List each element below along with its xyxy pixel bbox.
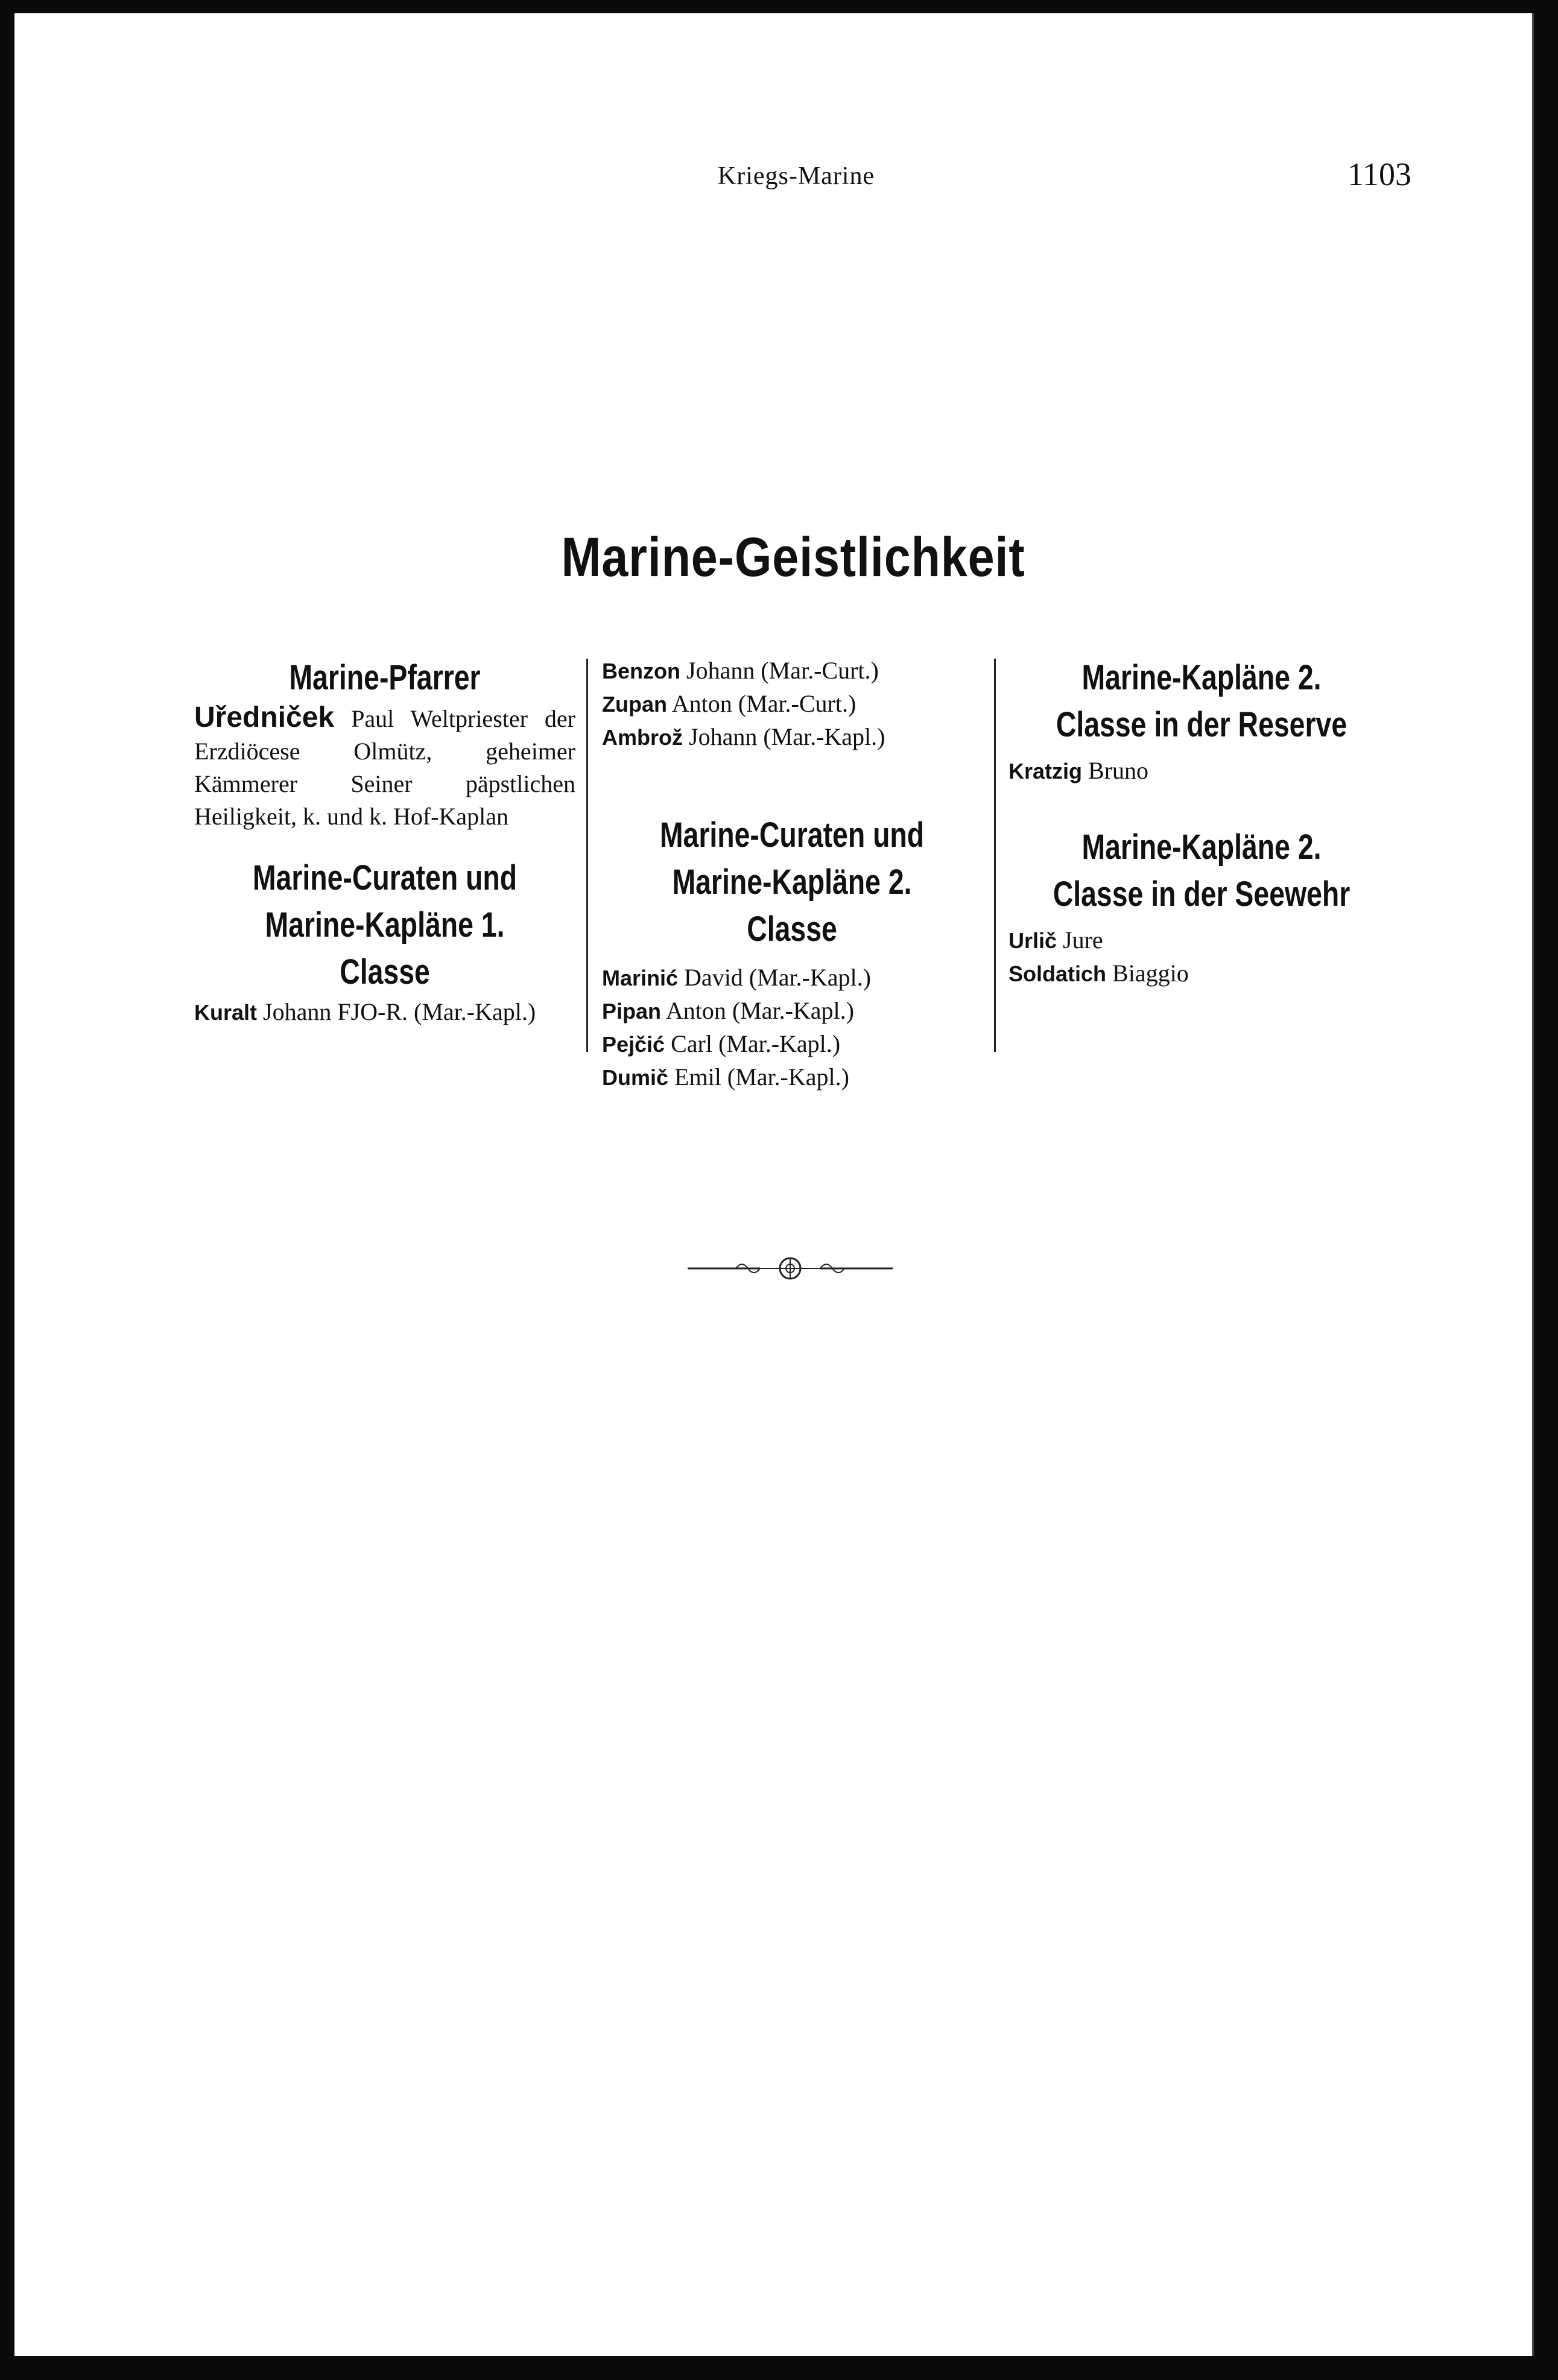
section-heading: Marine-Kapläne 2. Classe in der Reserve: [1056, 658, 1347, 744]
entry-name: Pejčić: [602, 1032, 665, 1057]
entry-text: Bruno: [1088, 757, 1149, 784]
list-item: [602, 654, 982, 688]
scan-border-right: [1534, 0, 1558, 2380]
section-heading: Marine-Curaten und Marine-Kapläne 2. Classe: [659, 815, 925, 949]
entry-name: Urlič: [1009, 928, 1057, 953]
list-item: [602, 995, 982, 1028]
column-right: [1009, 654, 1395, 990]
entry-text: Jure: [1063, 926, 1103, 954]
entry-name: Benzon: [602, 659, 680, 683]
entry-name: Pipan: [602, 999, 662, 1024]
list-item: [194, 996, 575, 1029]
entry-text: Emil (Mar.-Kapl.): [674, 1063, 849, 1090]
entry-name: Zupan: [602, 692, 667, 717]
list-item: [602, 1028, 982, 1061]
running-head: Kriegs-Marine: [717, 162, 875, 190]
list-item: [194, 701, 575, 833]
column-middle: [602, 654, 982, 1094]
entry-name: Ambrož: [602, 725, 683, 750]
entry-name: Kratzig: [1009, 759, 1083, 783]
scan-border-bottom: [0, 2356, 1558, 2380]
list-item: [1009, 755, 1395, 788]
section-heading: Marine-Kapläne 2. Classe in der Seewehr: [1053, 828, 1351, 914]
entry-text: Biaggio: [1112, 960, 1189, 987]
page-number: 1103: [1347, 156, 1411, 192]
column-divider: [586, 659, 588, 1052]
section-heading: Marine-Curaten und Marine-Kapläne 1. Classe: [252, 858, 518, 992]
fleuron-divider-icon: [688, 1253, 893, 1283]
column-divider: [994, 659, 996, 1052]
entry-text: Anton (Mar.-Curt.): [671, 690, 857, 717]
page-title: Marine-Geistlichkeit: [561, 527, 1025, 588]
entry-text: Johann FJO-R. (Mar.-Kapl.): [263, 998, 536, 1025]
entry-text: Paul Weltpriester der Erzdiöcese Olmütz, geheimer Kämmerer Seiner päpstlichen Heiligkeit, k. und k. Hof-Kaplan: [194, 705, 575, 830]
list-item: [602, 961, 982, 995]
entry-name: Kuralt: [194, 1000, 258, 1025]
section-heading: Marine-Pfarrer: [289, 658, 481, 697]
list-item: [1009, 924, 1395, 957]
entry-text: Carl (Mar.-Kapl.): [671, 1030, 841, 1057]
list-item: [602, 688, 982, 721]
entry-text: Johann (Mar.-Kapl.): [689, 723, 885, 750]
entry-text: David (Mar.-Kapl.): [684, 964, 871, 991]
entry-name: Dumič: [602, 1065, 669, 1090]
entry-name: Uředniček: [194, 701, 335, 733]
entry-text: Anton (Mar.-Kapl.): [665, 997, 854, 1024]
column-left: [194, 654, 575, 1029]
entry-name: Marinić: [602, 966, 679, 990]
entry-text: Johann (Mar.-Curt.): [686, 657, 879, 684]
list-item: [602, 1061, 982, 1094]
page-edge-rule: [1532, 13, 1534, 2356]
scan-border-left: [0, 0, 14, 2380]
list-item: [1009, 957, 1395, 990]
entry-name: Soldatich: [1009, 961, 1107, 986]
list-item: [602, 721, 982, 754]
scan-border-top: [0, 0, 1558, 13]
